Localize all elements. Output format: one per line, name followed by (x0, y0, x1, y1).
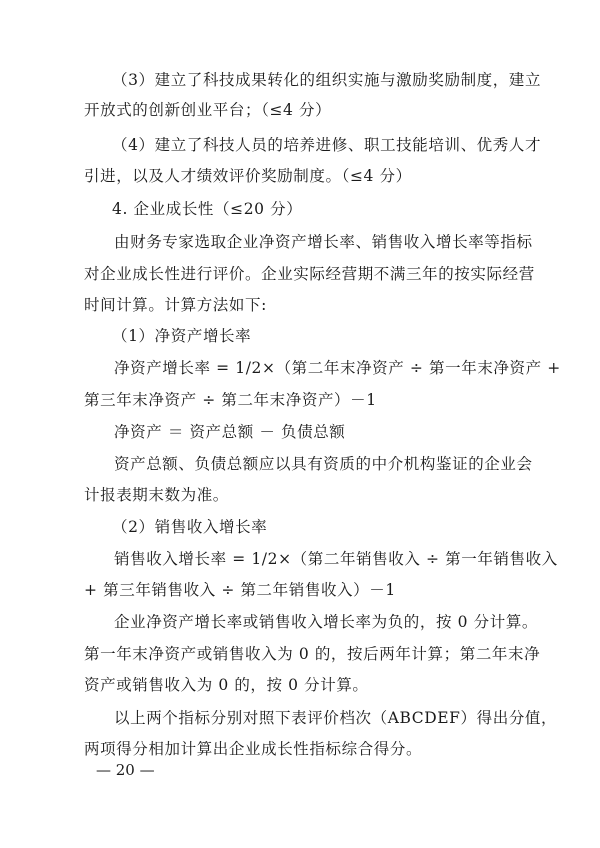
formula-net-asset-growth-1: 净资产增长率 = 1/2×（第二年末净资产 ÷ 第一年末净资产 + (114, 359, 561, 377)
paragraph-line-7: 对企业成长性进行评价。企业实际经营期不满三年的按实际经营 (84, 265, 535, 283)
paragraph-line-4: 引进，以及人才绩效评价奖励制度。（≤4 分） (84, 167, 412, 185)
paragraph-line-14: 计报表期末数为准。 (84, 486, 229, 504)
section-heading-growth: 4. 企业成长性（≤20 分） (112, 200, 303, 218)
formula-sales-growth-1: 销售收入增长率 = 1/2×（第二年销售收入 ÷ 第一年销售收入 (114, 550, 558, 568)
formula-net-asset: 净资产 ＝ 资产总额 － 负债总额 (114, 423, 346, 441)
paragraph-line-18: 企业净资产增长率或销售收入增长率为负的，按 0 分计算。 (114, 613, 539, 631)
paragraph-line-8: 时间计算。计算方法如下: (84, 296, 267, 314)
paragraph-line-13: 资产总额、负债总额应以具有资质的中介机构鉴证的企业会 (114, 455, 533, 473)
page-number: — 20 — (96, 761, 155, 779)
paragraph-line-19: 第一年末净资产或销售收入为 0 的，按后两年计算；第二年末净 (84, 645, 541, 663)
formula-net-asset-growth-2: 第三年末净资产 ÷ 第二年末净资产）－1 (84, 391, 377, 409)
paragraph-line-6: 由财务专家选取企业净资产增长率、销售收入增长率等指标 (114, 233, 533, 251)
subheading-sales-growth: （2）销售收入增长率 (112, 518, 268, 536)
formula-sales-growth-2: + 第三年销售收入 ÷ 第二年销售收入）－1 (84, 581, 396, 599)
paragraph-line-21: 以上两个指标分别对照下表评价档次（ABCDEF）得出分值， (114, 709, 558, 727)
paragraph-line-3: （4）建立了科技人员的培养进修、职工技能培训、优秀人才 (112, 136, 542, 154)
paragraph-line-2: 开放式的创新创业平台；（≤4 分） (84, 101, 332, 119)
paragraph-line-1: （3）建立了科技成果转化的组织实施与激励奖励制度，建立 (112, 71, 542, 89)
paragraph-line-20: 资产或销售收入为 0 的，按 0 分计算。 (84, 676, 369, 694)
subheading-net-asset-growth: （1）净资产增长率 (112, 327, 252, 345)
paragraph-line-22: 两项得分相加计算出企业成长性指标综合得分。 (84, 740, 423, 758)
